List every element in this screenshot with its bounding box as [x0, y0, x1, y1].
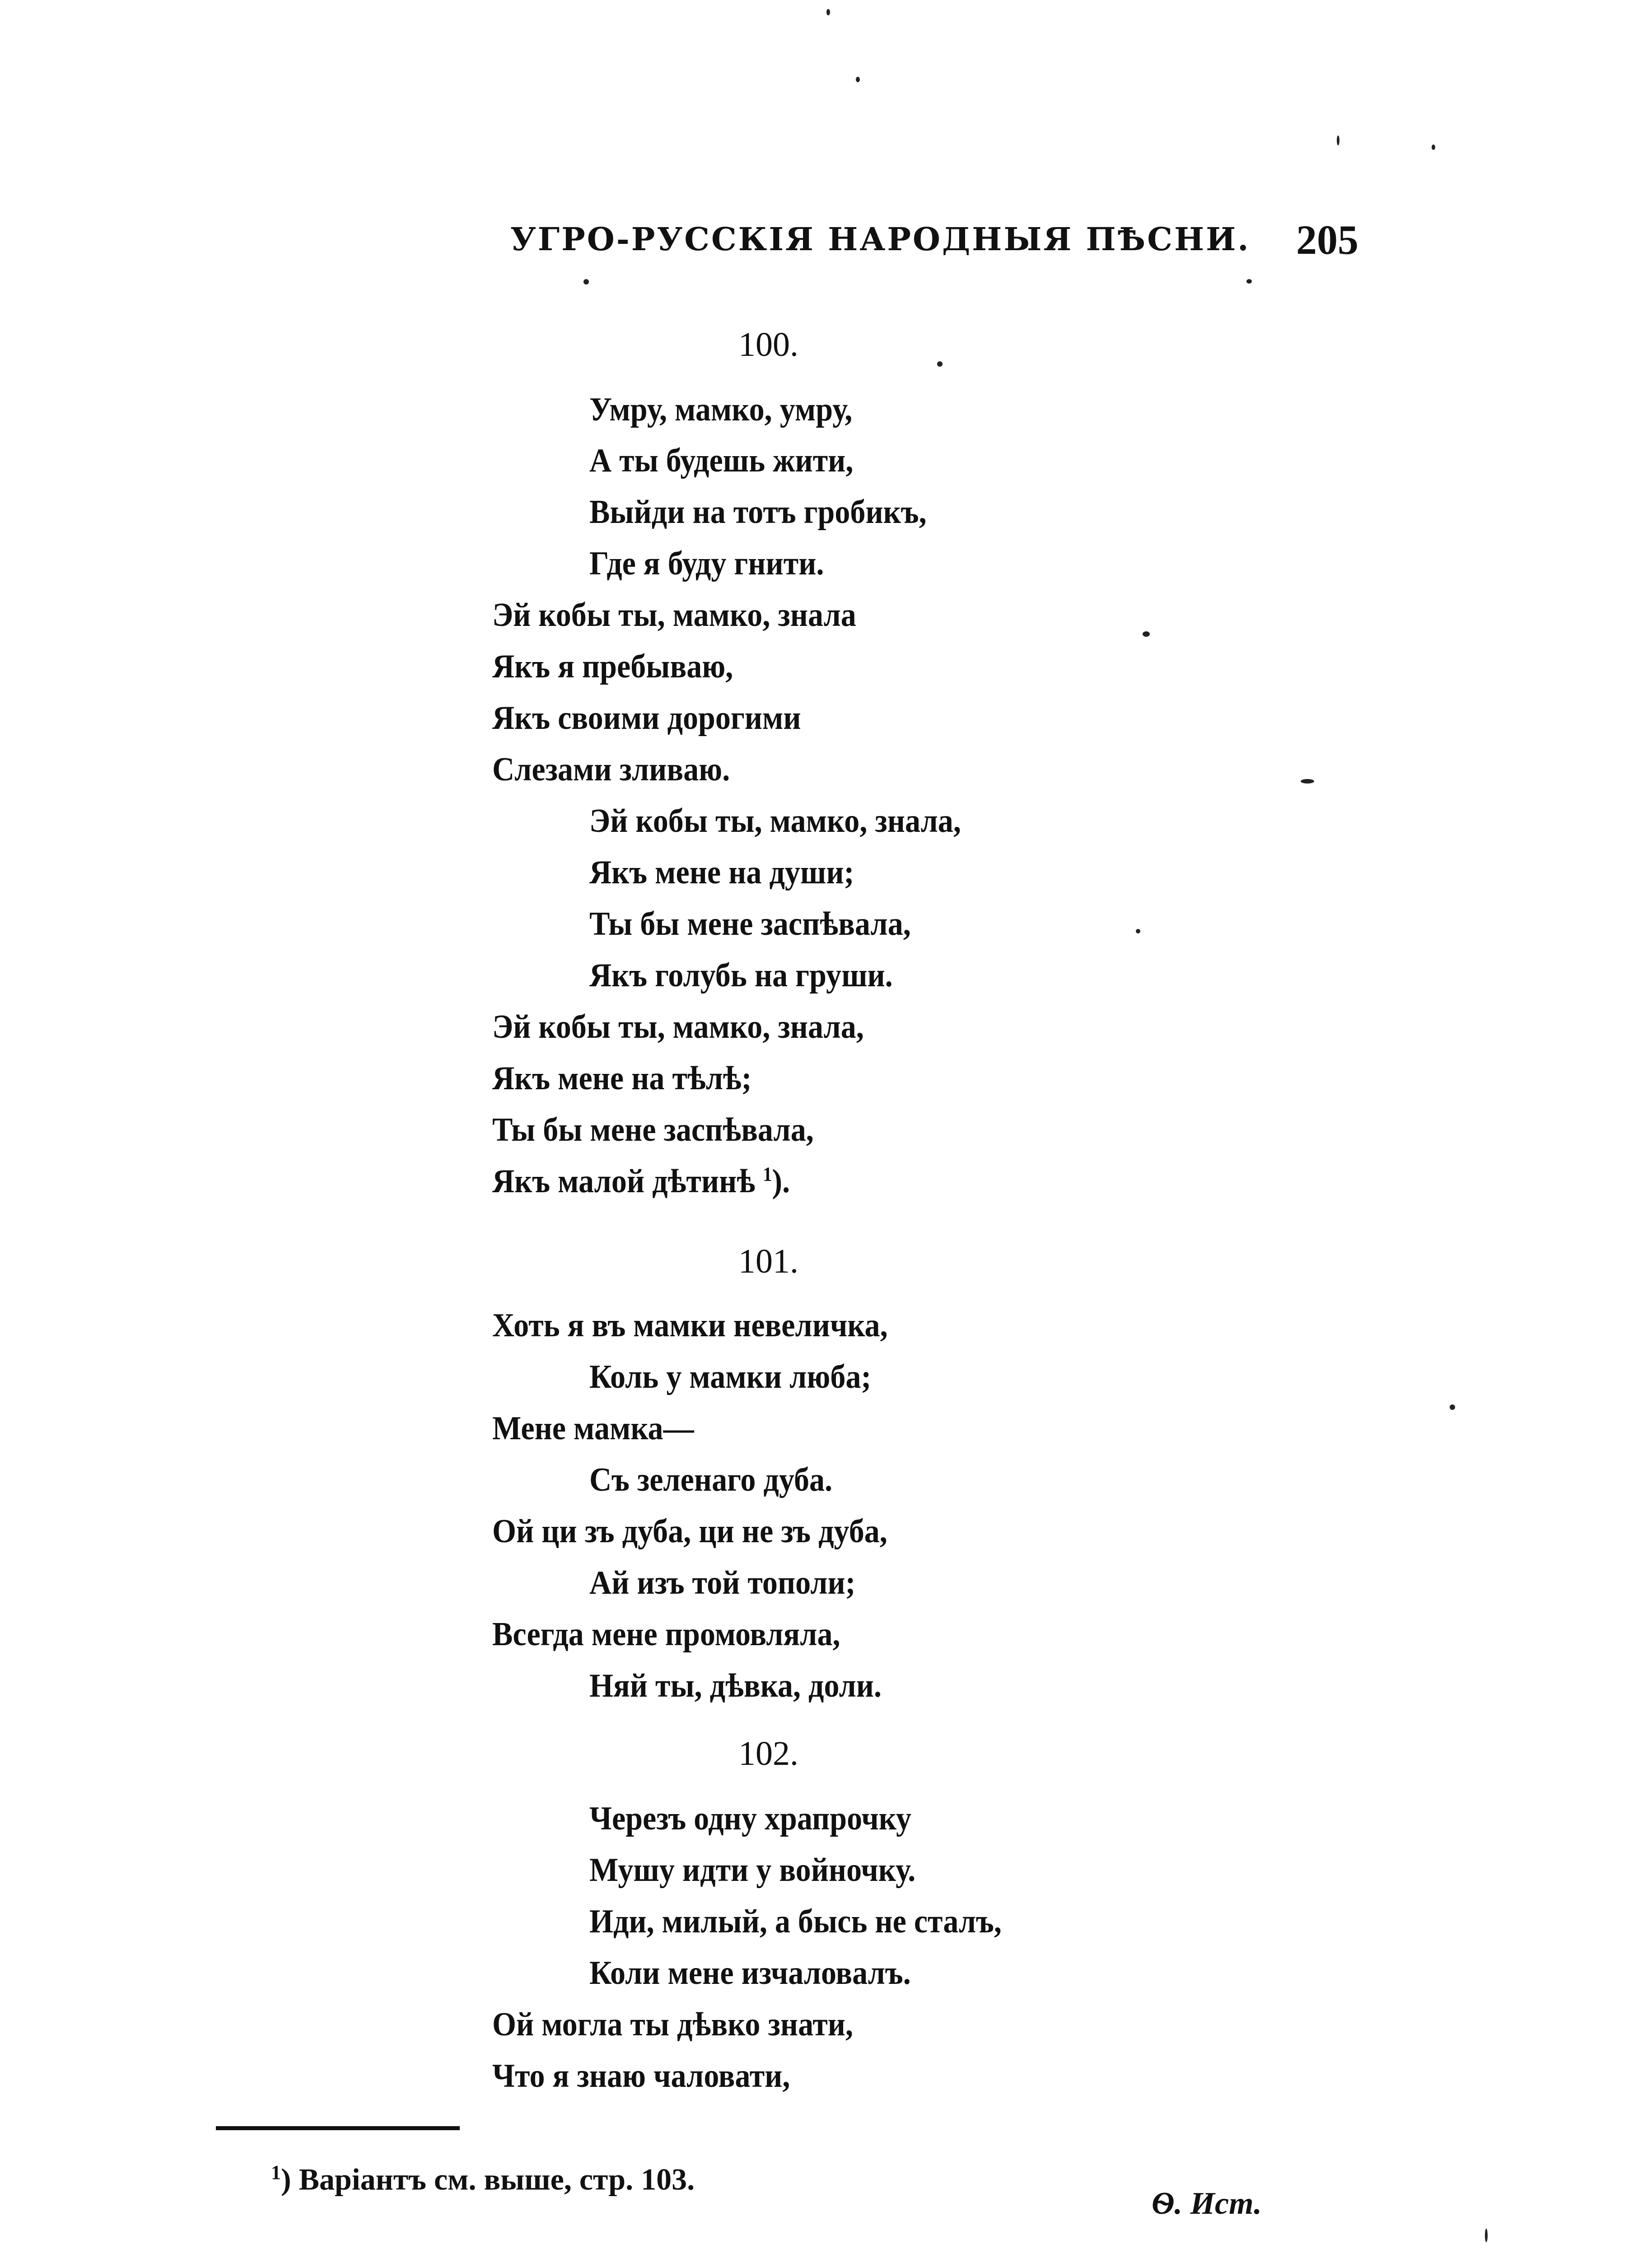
- verse-line: Якъ мене на души;: [589, 854, 854, 891]
- verse-line: Черезъ одну храпрочку: [589, 1800, 912, 1837]
- verse-line-tail: ).: [772, 1163, 790, 1200]
- verse-line: Эй кобы ты, мамко, знала,: [589, 802, 961, 840]
- song-number-100: 100.: [738, 326, 798, 364]
- verse-line: Съ зеленаго дуба.: [589, 1461, 833, 1498]
- scan-speck: [1301, 779, 1314, 784]
- verse-line: Всегда мене промовляла,: [492, 1616, 840, 1653]
- scan-speck: [1337, 135, 1339, 145]
- scan-speck: [1136, 929, 1140, 933]
- verse-line: Слезами зливаю.: [492, 751, 730, 788]
- verse-line: Мене мамка—: [492, 1410, 694, 1447]
- song-number-102: 102.: [738, 1735, 798, 1773]
- verse-line: Якъ своими дорогими: [492, 700, 801, 737]
- footnote-marker: 1: [763, 1163, 772, 1185]
- verse-line: Хоть я въ мамки невеличка,: [492, 1307, 888, 1344]
- verse-line: Эй кобы ты, мамко, знала,: [492, 1008, 864, 1045]
- verse-line: Мушу идти у войночку.: [589, 1852, 916, 1889]
- verse-line: Где я буду гнити.: [589, 545, 824, 582]
- verse-line: А ты будешь жити,: [589, 442, 854, 479]
- verse-line: Что я знаю чаловати,: [492, 2057, 790, 2095]
- footnote: [271, 2161, 695, 2197]
- verse-line: Ты бы мене заспѣвала,: [492, 1111, 814, 1148]
- verse-line: Иди, милый, а бысь не сталъ,: [589, 1903, 1002, 1940]
- scan-speck: [1432, 145, 1435, 150]
- signature: Ѳ. Ист.: [1152, 2186, 1262, 2221]
- running-title: УГРО-РУССКІЯ НАРОДНЫЯ ПѢСНИ.: [510, 220, 1251, 258]
- verse-line: Коль у мамки люба;: [589, 1358, 872, 1395]
- footnote-rule: [216, 2126, 460, 2130]
- verse-line: Якъ я пребываю,: [492, 648, 733, 685]
- footnote-text: ) Варіантъ см. выше, стр. 103.: [281, 2162, 695, 2197]
- scan-speck: [937, 361, 943, 367]
- verse-line: Ты бы мене заспѣвала,: [589, 905, 911, 942]
- scan-speck: [1450, 1404, 1455, 1410]
- verse-line: Якъ мене на тѣлѣ;: [492, 1060, 752, 1097]
- verse-line: Якъ голубь на груши.: [589, 957, 893, 994]
- verse-line: Ой могла ты дѣвко знати,: [492, 2006, 854, 2043]
- scan-speck: [856, 77, 860, 82]
- page-number: 205: [1296, 217, 1358, 263]
- verse-line: Коли мене изчаловалъ.: [589, 1955, 911, 1992]
- footnote-number: 1: [271, 2161, 281, 2183]
- scan-speck: [826, 9, 830, 15]
- verse-line: Умру, мамко, умру,: [589, 391, 853, 428]
- verse-line-text: Якъ малой дѣтинѣ: [492, 1163, 756, 1200]
- scan-speck: [1485, 2229, 1488, 2242]
- scan-speck: [583, 279, 589, 285]
- verse-line: Ой ци зъ дуба, ци не зъ дуба,: [492, 1513, 887, 1550]
- scan-speck: [1246, 279, 1252, 284]
- scan-speck: [1143, 631, 1150, 637]
- verse-line-with-footnote: [492, 1162, 790, 1201]
- verse-line: Няй ты, дѣвка, доли.: [589, 1667, 882, 1704]
- verse-line: Ай изъ той тополи;: [589, 1564, 856, 1601]
- verse-line: Выйди на тотъ гробикъ,: [589, 494, 927, 531]
- verse-line: Эй кобы ты, мамко, знала: [492, 597, 856, 634]
- song-number-101: 101.: [738, 1242, 798, 1280]
